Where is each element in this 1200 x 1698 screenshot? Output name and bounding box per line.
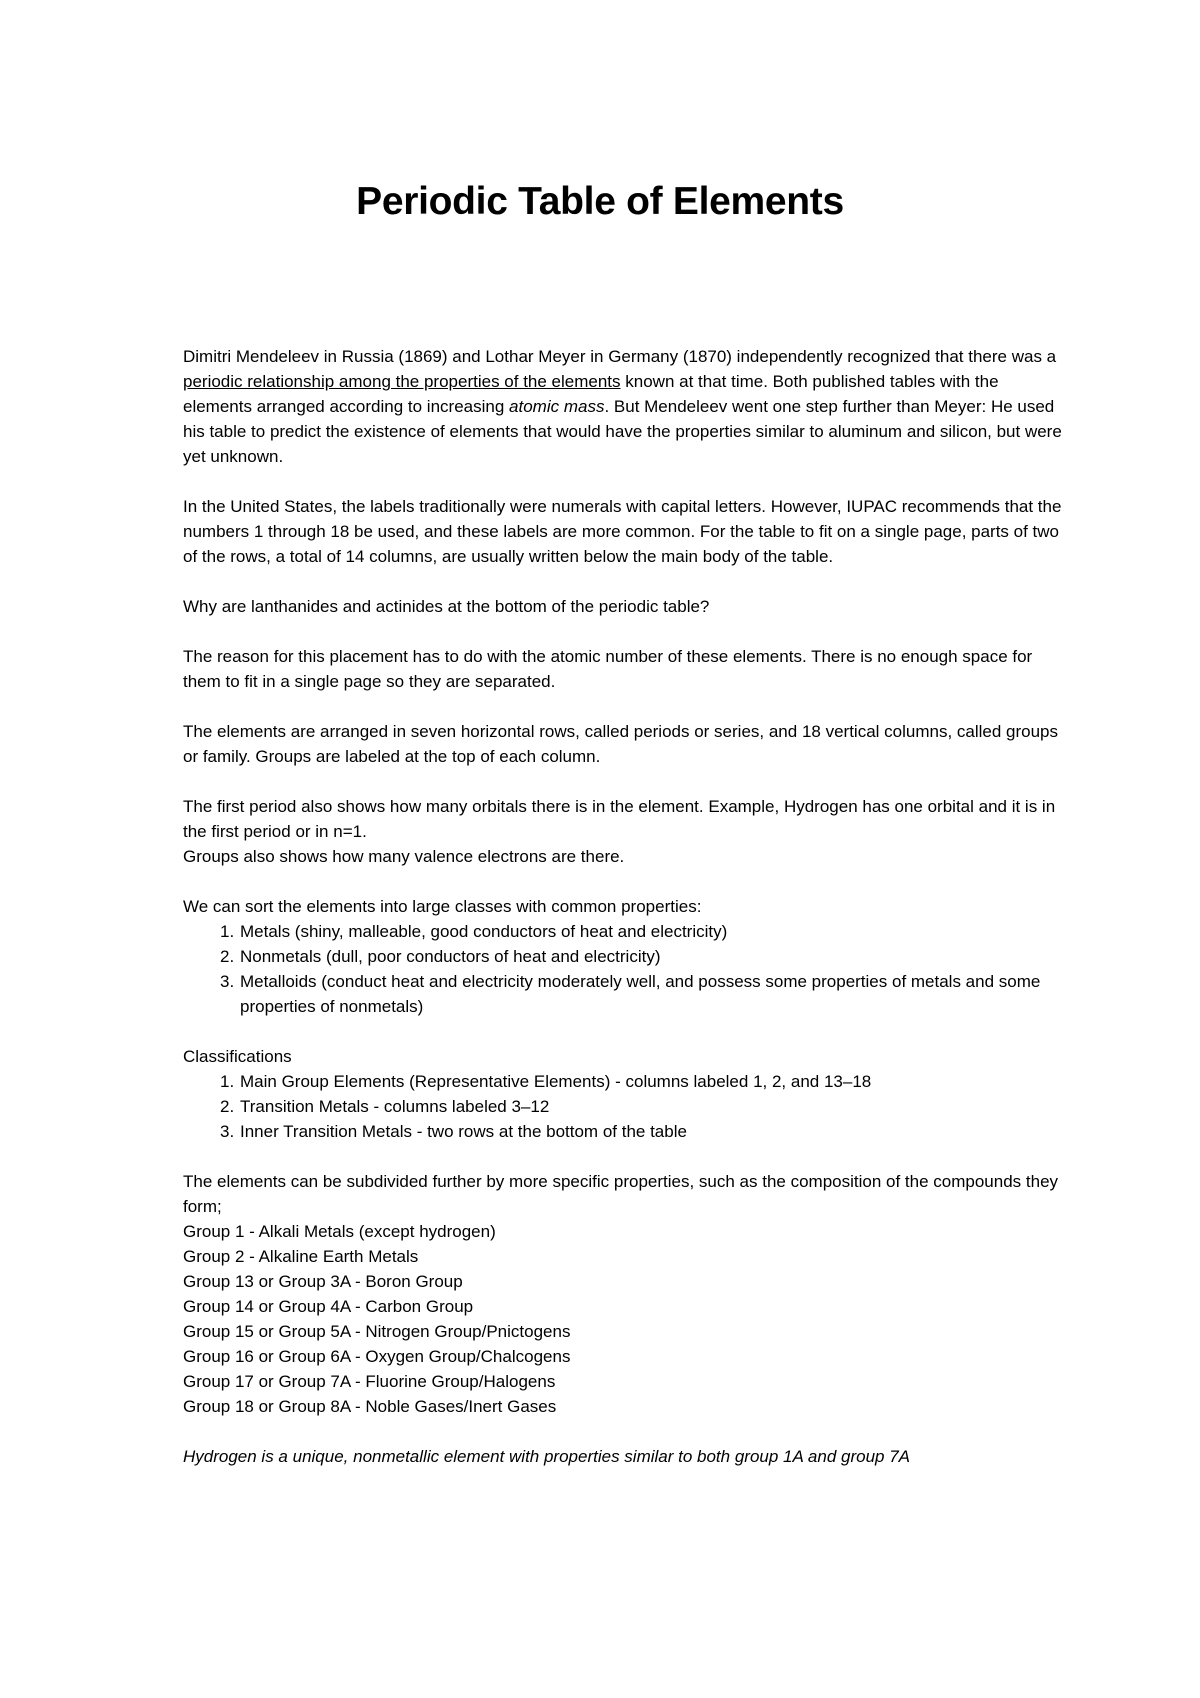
- list-item: [183, 1094, 1063, 1119]
- list-number: 1.: [220, 922, 235, 941]
- hydrogen-note: Hydrogen is a unique, nonmetallic element with properties similar to both group 1A and group 7A: [183, 1447, 911, 1466]
- intro-underlined-text: periodic relationship among the properties of the elements: [183, 372, 621, 391]
- list-item-text: Transition Metals - columns labeled 3–12: [240, 1097, 550, 1116]
- document-body: [183, 344, 1063, 1494]
- classifications-list: [183, 1069, 1063, 1144]
- list-item-text: Inner Transition Metals - two rows at the bottom of the table: [240, 1122, 687, 1141]
- list-item-text: Nonmetals (dull, poor conductors of heat and electricity): [240, 947, 661, 966]
- list-number: 2.: [220, 947, 235, 966]
- classes-intro: We can sort the elements into large classes with common properties:: [183, 897, 702, 916]
- group-line: Group 15 or Group 5A - Nitrogen Group/Pnictogens: [183, 1322, 571, 1341]
- group-line: Group 18 or Group 8A - Noble Gases/Inert Gases: [183, 1397, 557, 1416]
- group-line: Group 14 or Group 4A - Carbon Group: [183, 1297, 474, 1316]
- question-paragraph: Why are lanthanides and actinides at the bottom of the periodic table?: [183, 597, 710, 616]
- list-item: [183, 969, 1063, 1019]
- list-item: [183, 1119, 1063, 1144]
- page-title: Periodic Table of Elements: [356, 180, 844, 223]
- intro-paragraph: [183, 344, 1063, 469]
- list-item-text: Metalloids (conduct heat and electricity moderately well, and possess some properties of metals and some properties of nonmetals): [240, 972, 1041, 1016]
- intro-italic-text: atomic mass: [509, 397, 605, 416]
- labels-paragraph: In the United States, the labels traditionally were numerals with capital letters. However, IUPAC recommends that the numbers 1 through 18 be used, and these labels are more common. For the table to fit on a single page, parts of two of the rows, a total of 14 columns, are usually written below the main body of the table.: [183, 497, 1062, 566]
- intro-text-3: . But Mendeleev went one step further than Meyer: He used his table to predict the existence of elements that would have the properties similar to aluminum and silicon, but were yet unknown.: [183, 397, 1062, 466]
- intro-text-1: Dimitri Mendeleev in Russia (1869) and Lothar Meyer in Germany (1870) independently recognized that there was a: [183, 347, 1057, 366]
- period-paragraph: The first period also shows how many orbitals there is in the element. Example, Hydrogen has one orbital and it is in the first period or in n=1.: [183, 797, 1056, 841]
- list-item-text: Main Group Elements (Representative Elements) - columns labeled 1, 2, and 13–18: [240, 1072, 872, 1091]
- classes-list: [183, 919, 1063, 1019]
- group-line: Group 16 or Group 6A - Oxygen Group/Chalcogens: [183, 1347, 571, 1366]
- list-number: 3.: [220, 1122, 235, 1141]
- group-line: Group 2 - Alkaline Earth Metals: [183, 1247, 419, 1266]
- list-item: [183, 944, 1063, 969]
- group-line: Group 17 or Group 7A - Fluorine Group/Halogens: [183, 1372, 556, 1391]
- reason-paragraph: The reason for this placement has to do with the atomic number of these elements. There is no enough space for them to fit in a single page so they are separated.: [183, 647, 1033, 691]
- group-line: Group 13 or Group 3A - Boron Group: [183, 1272, 463, 1291]
- list-item: [183, 1069, 1063, 1094]
- subdivide-intro: The elements can be subdivided further by more specific properties, such as the composition of the compounds they form;: [183, 1172, 1059, 1216]
- groups-valence-paragraph: Groups also shows how many valence electrons are there.: [183, 847, 625, 866]
- arrangement-paragraph: The elements are arranged in seven horizontal rows, called periods or series, and 18 vertical columns, called groups or family. Groups are labeled at the top of each column.: [183, 722, 1059, 766]
- list-number: 1.: [220, 1072, 235, 1091]
- list-item-text: Metals (shiny, malleable, good conductors of heat and electricity): [240, 922, 728, 941]
- list-number: 2.: [220, 1097, 235, 1116]
- intro-text-2: known at that time. Both published tables with the elements arranged according to increasing: [183, 372, 999, 416]
- list-item: [183, 919, 1063, 944]
- group-line: Group 1 - Alkali Metals (except hydrogen): [183, 1222, 496, 1241]
- groups-list: [183, 1219, 1063, 1419]
- classifications-heading: Classifications: [183, 1047, 292, 1066]
- list-number: 3.: [220, 972, 235, 991]
